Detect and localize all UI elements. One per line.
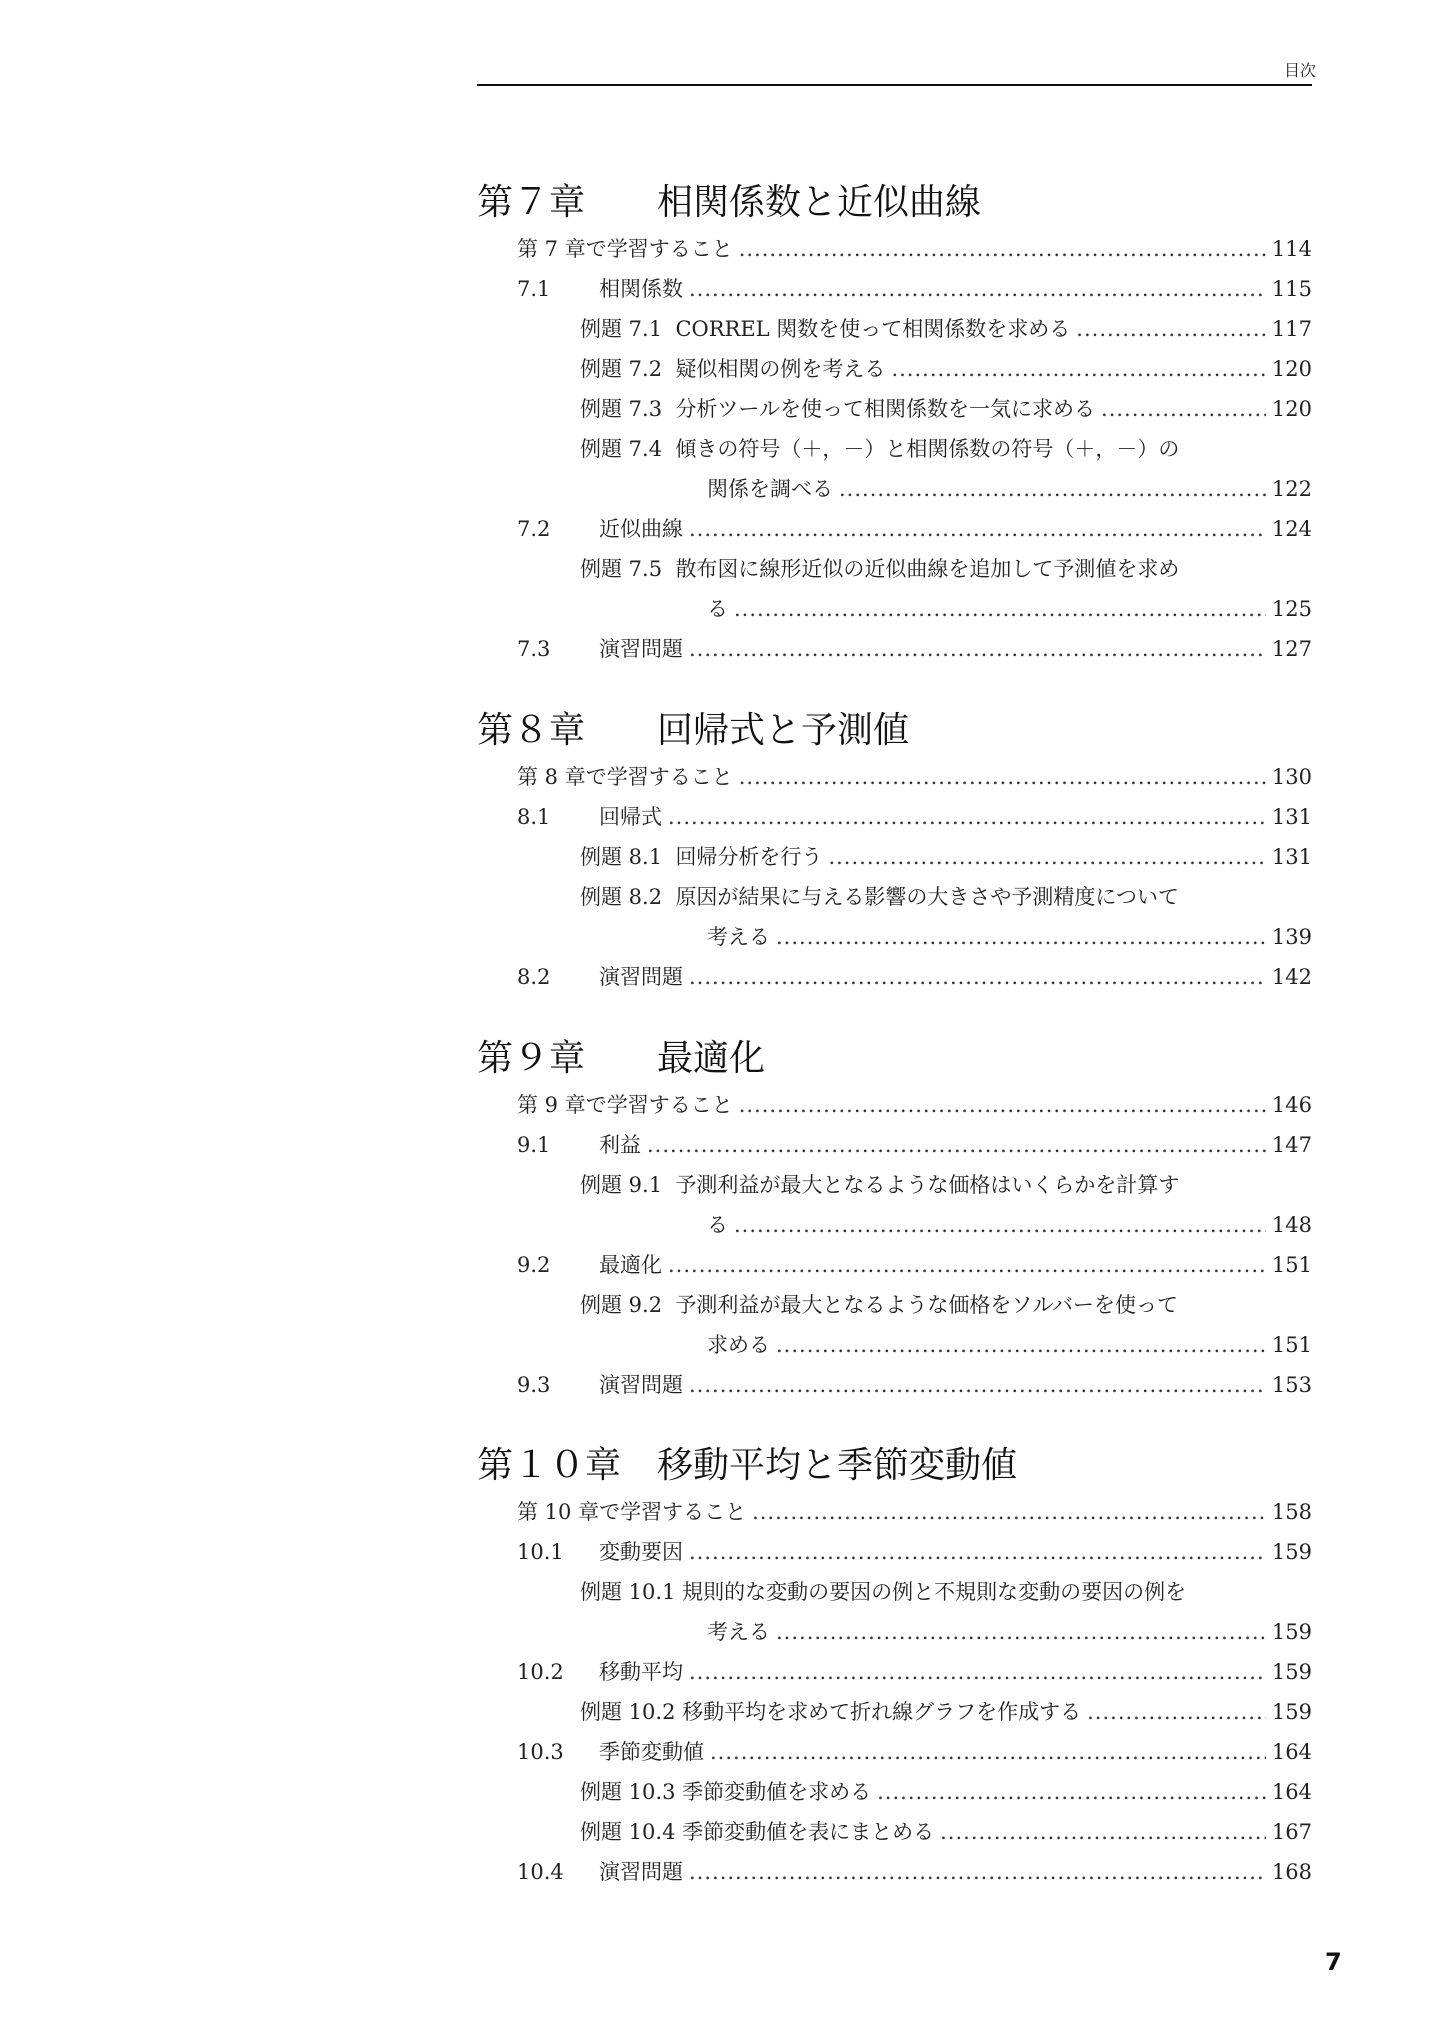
toc-section[interactable]: 10.2 移動平均 ..... 159 bbox=[517, 1657, 1312, 1687]
toc-section[interactable]: 7.1 相関係数 ..... 115 bbox=[517, 274, 1312, 304]
toc-example[interactable]: 例題 7.3 分析ツールを使って相関係数を一気に求める ..... 120 bbox=[580, 394, 1312, 424]
toc-example[interactable]: 例題 10.1 規則的な変動の要因の例と不規則な変動の要因の例を bbox=[580, 1580, 1187, 1604]
toc-example[interactable]: 例題 7.2 疑似相関の例を考える ..... 120 bbox=[580, 354, 1312, 384]
chapter-heading bbox=[477, 178, 981, 228]
toc-intro[interactable]: 第 9 章で学習すること ..... 146 bbox=[517, 1090, 1312, 1120]
toc-section[interactable]: 7.3 演習問題 ..... 127 bbox=[517, 634, 1312, 664]
toc-example-continued[interactable]: 関係を調べる ..... 122 bbox=[707, 474, 1312, 504]
toc-example[interactable]: 例題 8.1 回帰分析を行う ..... 131 bbox=[580, 842, 1312, 872]
toc-example[interactable]: 例題 10.4 季節変動値を表にまとめる ..... 167 bbox=[580, 1817, 1312, 1847]
toc-section[interactable]: 10.1 変動要因 ..... 159 bbox=[517, 1537, 1312, 1567]
toc-example[interactable]: 例題 9.2 予測利益が最大となるような価格をソルバーを使って bbox=[580, 1293, 1178, 1317]
toc-example-continued[interactable]: 考える ..... 159 bbox=[707, 1617, 1312, 1647]
page-number: 7 bbox=[1325, 1948, 1342, 1976]
toc-example[interactable]: 例題 10.2 移動平均を求めて折れ線グラフを作成する ..... 159 bbox=[580, 1697, 1312, 1727]
header-rule bbox=[477, 84, 1312, 86]
toc-example-continued[interactable]: る ..... 148 bbox=[707, 1210, 1312, 1240]
toc-section[interactable]: 8.1 回帰式 ..... 131 bbox=[517, 802, 1312, 832]
toc-section[interactable]: 9.1 利益 ..... 147 bbox=[517, 1130, 1312, 1160]
chapter-title: 移動平均と季節変動値 bbox=[657, 1445, 1018, 1486]
toc-example-continued[interactable]: 求める ..... 151 bbox=[707, 1330, 1312, 1360]
toc-section[interactable]: 10.4 演習問題 ..... 168 bbox=[517, 1857, 1312, 1887]
chapter-heading bbox=[477, 1441, 1017, 1491]
toc-example[interactable]: 例題 9.1 予測利益が最大となるような価格はいくらかを計算す bbox=[580, 1173, 1180, 1197]
toc-section[interactable]: 10.3 季節変動値 ..... 164 bbox=[517, 1737, 1312, 1767]
toc-example[interactable]: 例題 7.4 傾きの符号（＋，－）と相関係数の符号（＋，－）の bbox=[580, 437, 1180, 461]
toc-example[interactable]: 例題 7.1 CORREL 関数を使って相関係数を求める ..... 117 bbox=[580, 314, 1312, 344]
chapter-number: 第８章 bbox=[477, 710, 586, 751]
toc-section[interactable]: 9.3 演習問題 ..... 153 bbox=[517, 1370, 1312, 1400]
chapter-heading bbox=[477, 706, 909, 756]
toc-example[interactable]: 例題 10.3 季節変動値を求める ..... 164 bbox=[580, 1777, 1312, 1807]
toc-example[interactable]: 例題 7.5 散布図に線形近似の近似曲線を追加して予測値を求め bbox=[580, 557, 1180, 581]
chapter-number: 第９章 bbox=[477, 1038, 586, 1079]
toc-example[interactable]: 例題 8.2 原因が結果に与える影響の大きさや予測精度について bbox=[580, 885, 1180, 909]
chapter-heading bbox=[477, 1034, 765, 1084]
toc-section[interactable]: 8.2 演習問題 ..... 142 bbox=[517, 962, 1312, 992]
toc-section[interactable]: 7.2 近似曲線 ..... 124 bbox=[517, 514, 1312, 544]
running-header: 目次 bbox=[1283, 61, 1316, 80]
chapter-number: 第７章 bbox=[477, 182, 586, 223]
toc-intro[interactable]: 第 10 章で学習すること ..... 158 bbox=[517, 1497, 1312, 1527]
chapter-number: 第１０章 bbox=[477, 1445, 622, 1486]
toc-example-continued[interactable]: る ..... 125 bbox=[707, 594, 1312, 624]
chapter-title: 相関係数と近似曲線 bbox=[657, 182, 982, 223]
toc-example-continued[interactable]: 考える ..... 139 bbox=[707, 922, 1312, 952]
chapter-title: 最適化 bbox=[657, 1038, 766, 1079]
toc-section[interactable]: 9.2 最適化 ..... 151 bbox=[517, 1250, 1312, 1280]
chapter-title: 回帰式と予測値 bbox=[657, 710, 910, 751]
toc-intro[interactable]: 第 8 章で学習すること ..... 130 bbox=[517, 762, 1312, 792]
toc-intro[interactable]: 第 7 章で学習すること ..... 114 bbox=[517, 234, 1312, 264]
